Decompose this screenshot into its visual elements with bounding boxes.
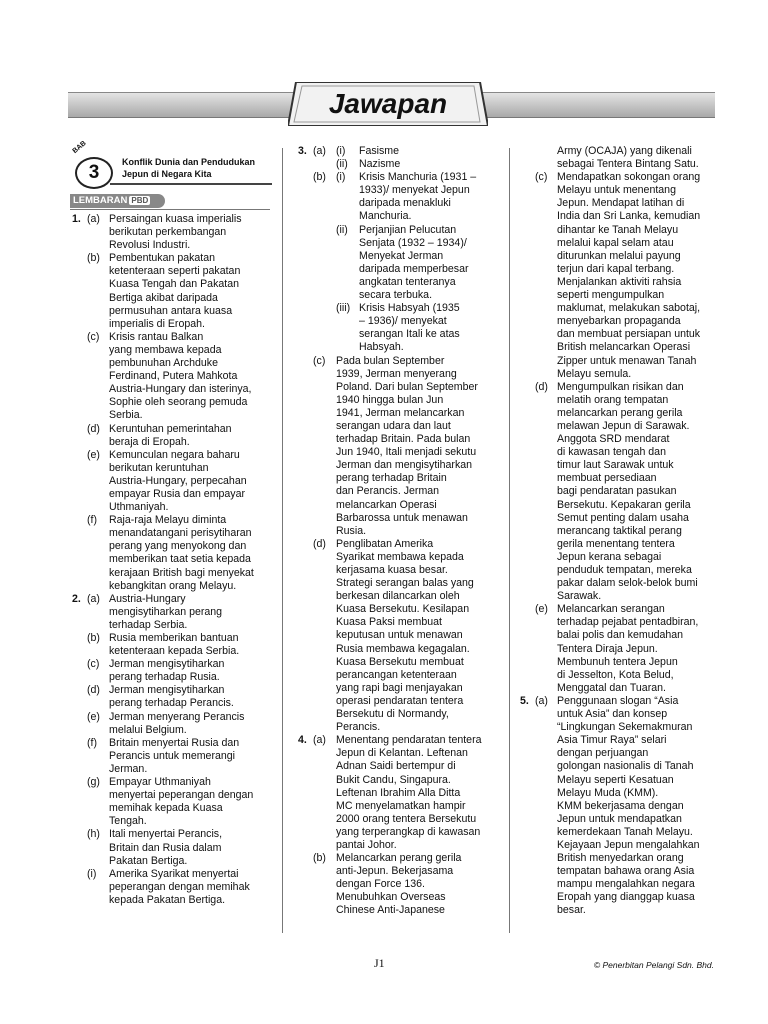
answer-text: Raja-raja Melayu diminta menandatangani perisytiharan perang yang menyokong dan memberikan taat setia kepada kerajaan British bagi menyekat kebangkitan orang Melayu. xyxy=(109,514,254,592)
answer-text: Keruntuhan pemerintahan beraja di Eropah. xyxy=(109,422,232,448)
answer-text: Mendapatkan sokongan orang Melayu untuk menentang Jepun. Mendapat latihan di India dan Sri Lanka, kemudian dihantar ke Tanah Melayu melalui kapal selam atau diturunkan melalui payung terjun dari kapal terbang. Menjalankan aktiviti rahsia seperti mengumpulkan maklumat, melakukan sabotaj, menyebarkan propaganda dan membuat persiapan untuk British melancarkan Operasi Zipper untuk menawan Tanah Melayu semula. xyxy=(557,171,701,380)
answer-entry xyxy=(72,684,277,710)
section-divider xyxy=(70,209,270,210)
answer-entry xyxy=(520,171,720,381)
sub-item-numeral: (i) xyxy=(336,145,346,157)
item-letter: (b) xyxy=(87,252,100,265)
item-letter: (a) xyxy=(87,213,100,225)
answer-entry xyxy=(72,252,277,331)
answer-text: Penggunaan slogan “Asia untuk Asia” dan konsep “Lingkungan Sekemakmuran Asia Timur Raya” selari dengan perjuangan golongan nasionalis di Tanah Melayu seperti Kesatuan Melayu Muda (KMM). KMM bekerjasama dengan Jepun untuk mendapatkan kemerdekaan Tanah Melayu. Kejayaan Jepun mengalahkan British menyedarkan orang tempatan bahawa orang Asia mampu mengalahkan negara Eropah yang dianggap kuasa besar. xyxy=(557,694,700,917)
answer-column-1 xyxy=(72,213,277,907)
item-letter: (b) xyxy=(87,632,100,644)
sub-item-numeral: (ii) xyxy=(336,158,348,171)
answer-entry xyxy=(72,593,277,632)
item-letter: (c) xyxy=(87,330,100,343)
answer-entry xyxy=(72,711,277,737)
section-label xyxy=(70,194,165,208)
answer-entry xyxy=(298,145,503,158)
question-number: 5. xyxy=(520,694,529,707)
answer-text: Krisis Habsyah (1935 – 1936)/ menyekat serangan Itali ke atas Habsyah. xyxy=(359,302,460,354)
answer-entry xyxy=(72,868,277,907)
answer-entry xyxy=(72,331,277,423)
answer-text: Mengumpulkan risikan dan melatih orang tempatan melancarkan perang gerila melawan Jepun di Sarawak. Anggota SRD mendarat di kawasan tengah dan timur laut Sarawak untuk membuat persediaan bagi pendaratan pasukan Bersekutu. Kepakaran gerila Semut penting dalam usaha merancang taktikal perang gerila menentang tentera Jepun kerana sebagai penduduk tempatan, mereka pakar dalam selok-belok bumi Sarawak. xyxy=(557,380,698,603)
answer-entry xyxy=(72,658,277,684)
question-number: 4. xyxy=(298,734,307,747)
item-letter: (f) xyxy=(87,514,97,527)
answer-text: Melancarkan serangan terhadap pejabat pentadbiran, balai polis dan kemudahan Tentera Diraja Jepun. Membunuh tentera Jepun di Jesselton, Kota Belud, Menggatal dan Tuaran. xyxy=(557,603,699,694)
item-letter: (e) xyxy=(535,603,548,616)
answer-entry xyxy=(520,381,720,604)
page-title: Jawapan xyxy=(328,88,448,119)
item-letter: (f) xyxy=(87,736,97,749)
answer-text: Perjanjian Pelucutan Senjata (1932 – 1934)/ Menyekat Jerman daripada memperbesar angkatan tenteranya secara terbuka. xyxy=(359,223,469,302)
answer-text: Jerman mengisytiharkan perang terhadap Rusia. xyxy=(109,658,225,684)
item-letter: (a) xyxy=(535,694,548,707)
item-letter: (g) xyxy=(87,776,100,789)
answer-text: Amerika Syarikat menyertai peperangan dengan memihak kepada Pakatan Bertiga. xyxy=(109,867,250,906)
item-letter: (e) xyxy=(87,448,100,461)
answer-text: Britain menyertai Rusia dan Perancis untuk memerangi Jerman. xyxy=(109,736,240,775)
item-letter: (h) xyxy=(87,828,100,841)
question-number: 2. xyxy=(72,592,81,605)
chapter-title: Konflik Dunia dan Pendudukan Jepun di Negara Kita xyxy=(122,157,256,179)
answer-entry xyxy=(298,302,503,354)
answer-text: Melancarkan perang gerila anti-Jepun. Bekerjasama dengan Force 136. Menubuhkan Overseas Chinese Anti-Japanese xyxy=(336,852,462,917)
answer-text: Fasisme xyxy=(359,145,400,157)
answer-entry xyxy=(72,514,277,593)
answer-entry xyxy=(72,776,277,828)
answer-text: Jerman menyerang Perancis melalui Belgium. xyxy=(109,710,245,736)
column-divider xyxy=(282,148,283,933)
column-divider xyxy=(509,148,510,933)
section-label-text: LEMBARAN xyxy=(73,195,128,206)
answer-entry xyxy=(298,538,503,734)
item-letter: (c) xyxy=(87,658,100,671)
section-badge: PBD xyxy=(131,196,149,205)
answer-text: Menentang pendaratan tentera Jepun di Kelantan. Leftenan Adnan Saidi bertempur di Bukit Candu, Singapura. Leftenan Ibrahim Alla Ditta MC menyelamatkan hampir 2000 orang tentera Bersekutu yang terperangkap di kawasan pantai Johor. xyxy=(336,734,482,851)
answer-text: Kemunculan negara baharu berikutan keruntuhan Austria-Hungary, perpecahan empayar Rusia dan empayar Uthmaniyah. xyxy=(109,448,247,514)
answer-entry xyxy=(72,828,277,867)
answer-entry xyxy=(520,695,720,918)
page-number: J1 xyxy=(374,956,385,970)
answer-text: Empayar Uthmaniyah menyertai peperangan dengan memihak kepada Kuasa Tengah. xyxy=(109,776,254,828)
item-letter: (d) xyxy=(87,422,100,435)
answer-entry xyxy=(72,449,277,514)
item-letter: (e) xyxy=(87,710,100,723)
item-letter: (c) xyxy=(313,354,326,367)
item-letter: (i) xyxy=(87,867,97,880)
item-letter: (c) xyxy=(535,171,548,184)
sub-item-numeral: (iii) xyxy=(336,302,351,315)
question-number: 3. xyxy=(298,145,307,157)
answer-column-3 xyxy=(520,145,720,918)
item-letter: (a) xyxy=(313,734,326,747)
item-letter: (a) xyxy=(313,145,326,157)
answer-column-2 xyxy=(298,145,503,918)
answer-entry xyxy=(520,603,720,695)
publisher-credit: © Penerbitan Pelangi Sdn. Bhd. xyxy=(593,960,714,970)
answer-entry xyxy=(298,171,503,223)
item-letter: (d) xyxy=(87,684,100,697)
answer-text: Persaingan kuasa imperialis berikutan perkembangan Revolusi Industri. xyxy=(109,213,242,252)
item-letter: (b) xyxy=(313,852,326,865)
answer-entry xyxy=(72,632,277,658)
answer-entry xyxy=(298,355,503,538)
answer-entry xyxy=(520,145,720,171)
question-number: 1. xyxy=(72,213,81,225)
answer-entry xyxy=(298,158,503,171)
answer-text: Pembentukan pakatan ketenteraan seperti pakatan Kuasa Tengah dan Pakatan Bertiga akibat daripada permusuhan antara kuasa imperialis di Eropah. xyxy=(109,252,241,330)
answer-entry xyxy=(72,423,277,449)
answer-text: Itali menyertai Perancis, Britain dan Rusia dalam Pakatan Bertiga. xyxy=(109,828,223,867)
answer-text: Jerman mengisytiharkan perang terhadap Perancis. xyxy=(109,684,234,710)
item-letter: (d) xyxy=(535,380,548,393)
chapter-divider xyxy=(110,183,272,185)
answer-text: Rusia memberikan bantuan ketenteraan kepada Serbia. xyxy=(109,632,240,658)
answer-entry xyxy=(72,737,277,776)
answer-text: Penglibatan Amerika Syarikat membawa kepada kerjasama kuasa besar. Strategi serangan balas yang berkesan dilancarkan oleh Kuasa Bersekutu. Kesilapan Kuasa Paksi membuat keputusan untuk menawan Rusia membawa kegagalan. Kuasa Bersekutu membuat perancangan ketenteraan yang rapi bagi menjayakan operasi pendaratan tentera Bersekutu di Normandy, Perancis. xyxy=(336,537,474,734)
chapter-bab-label: BAB xyxy=(71,139,88,156)
answer-text: Pada bulan September 1939, Jerman menyerang Poland. Dari bulan September 1940 hingga bulan Jun 1941, Jerman melancarkan serangan udara dan laut terhadap Britain. Pada bulan Jun 1940, Itali menjadi sekutu Jerman dan mengisytiharkan perang terhadap Britain dan Perancis. Jerman melancarkan Operasi Barbarossa untuk menawan Rusia. xyxy=(336,354,478,537)
answer-text: Krisis Manchuria (1931 – 1933)/ menyekat Jepun daripada menakluki Manchuria. xyxy=(359,171,477,223)
answer-text: Army (OCAJA) yang dikenali sebagai Tentera Bintang Satu. xyxy=(557,145,699,171)
answer-text: Nazisme xyxy=(359,158,401,171)
answer-text: Krisis rantau Balkan yang membawa kepada pembunuhan Archduke Ferdinand, Putera Mahkota Austria-Hungary dan isterinya, Sophie oleh seorang pemuda Serbia. xyxy=(109,330,252,422)
chapter-number: 3 xyxy=(75,157,113,189)
answer-entry xyxy=(298,734,503,852)
answer-entry xyxy=(298,852,503,917)
answer-entry xyxy=(298,224,503,303)
sub-item-numeral: (ii) xyxy=(336,223,348,236)
item-letter: (d) xyxy=(313,537,326,550)
answer-text: Austria-Hungary mengisytiharkan perang terhadap Serbia. xyxy=(109,592,223,631)
item-letter: (a) xyxy=(87,592,100,605)
item-letter: (b) xyxy=(313,171,326,184)
answer-entry xyxy=(72,213,277,252)
sub-item-numeral: (i) xyxy=(336,171,346,184)
